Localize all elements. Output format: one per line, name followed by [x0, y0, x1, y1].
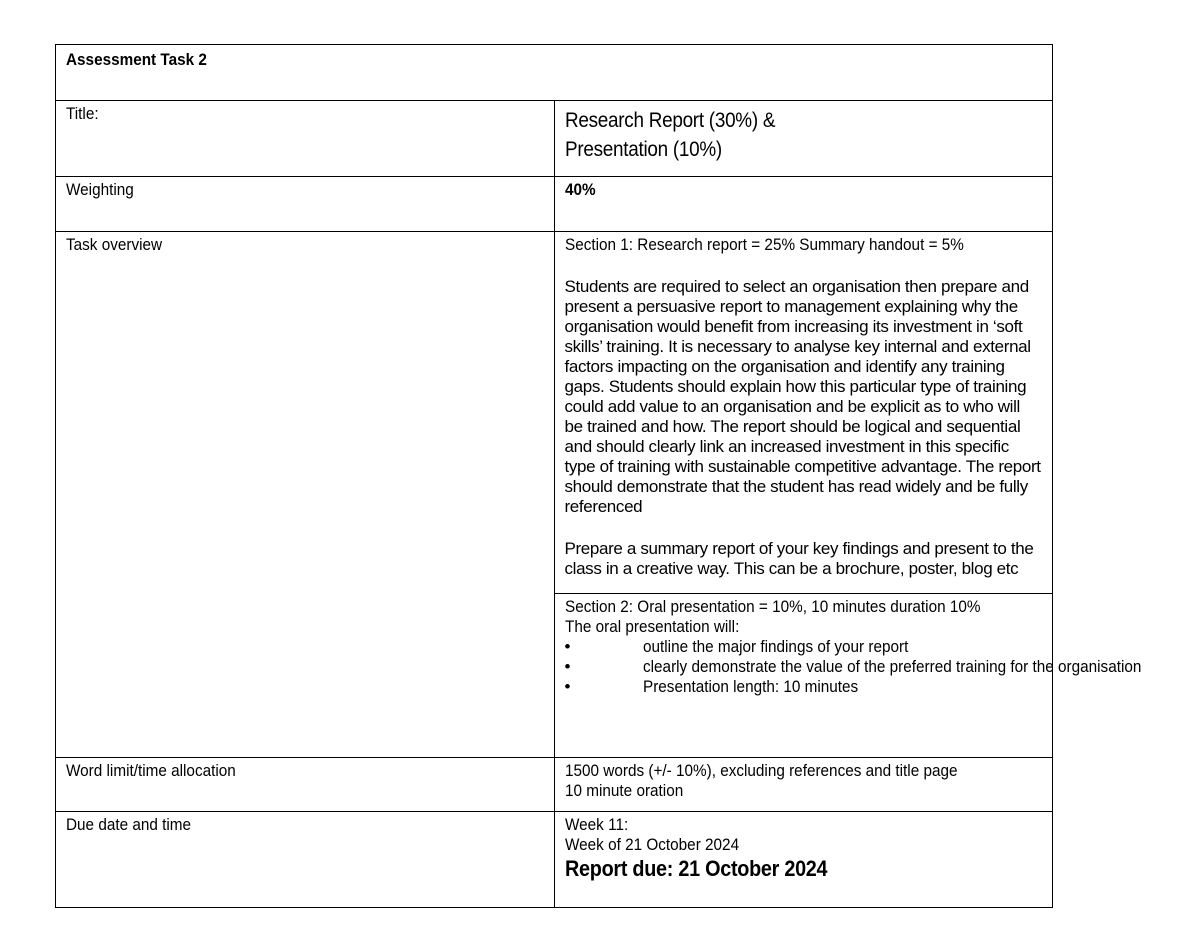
assessment-table [55, 44, 1141, 908]
section-2-heading: Section 2: Oral presentation = 10%, 10 minutes duration 10% [564, 597, 980, 616]
task-overview-row-section-1 [56, 232, 1053, 594]
task-overview-label: Task overview [66, 235, 163, 254]
word-limit-line-1: 1500 words (+/- 10%), excluding references and title page [564, 761, 958, 780]
section-1-heading: Section 1: Research report = 25% Summary handout = 5% [564, 235, 964, 254]
title-line-2: Presentation (10%) [564, 138, 722, 161]
weighting-label: Weighting [66, 180, 134, 199]
weighting-row [56, 177, 1053, 232]
header-row [56, 45, 1053, 101]
title-value-cell [554, 101, 1053, 177]
bullet-item: • Presentation length: 10 minutes [565, 677, 1043, 697]
word-limit-value-cell [554, 758, 1053, 812]
word-limit-label-cell [56, 758, 555, 812]
assessment-task-heading: Assessment Task 2 [66, 50, 207, 69]
section-2-bullet-list [565, 637, 1141, 697]
section-2-cell [554, 594, 1141, 758]
word-limit-line-2: 10 minute oration [564, 781, 683, 800]
word-limit-label: Word limit/time allocation [66, 761, 236, 780]
title-label: Title: [66, 104, 99, 123]
due-date-label-cell [56, 812, 555, 908]
due-date-line-2: Week of 21 October 2024 [564, 835, 739, 854]
report-due-date: Report due: 21 October 2024 [564, 856, 827, 881]
section-2-intro: The oral presentation will: [564, 617, 739, 636]
task-overview-label-cell [56, 232, 555, 758]
due-date-label: Due date and time [66, 815, 192, 834]
title-line-1: Research Report (30%) & [564, 109, 775, 132]
weighting-value-cell [554, 177, 1053, 232]
weighting-label-cell [56, 177, 555, 232]
section-1-paragraph-2: Prepare a summary report of your key findings and present to the class in a creative way. This can be a brochure, poster, blog etc [564, 539, 1034, 578]
title-row [56, 101, 1053, 177]
due-date-line-1: Week 11: [564, 815, 628, 834]
header-cell [56, 45, 1053, 101]
word-limit-row [56, 758, 1053, 812]
section-1-paragraph-1: Students are required to select an organisation then prepare and present a persuasive report to management explaining why the organisation would benefit from increasing its investment in ‘soft skills’ training. It is necessary to analyse key internal and external factors impacting on the organisation and identify any training gaps. Students should explain how this particular type of training could add value to an organisation and be explicit as to who will be trained and how. The report should be logical and sequential and should clearly link an increased investment in this specific type of training with sustainable competitive advantage. The report should demonstrate that the student has read widely and be fully referenced [564, 277, 1041, 516]
due-date-row [56, 812, 1053, 908]
bullet-item: • clearly demonstrate the value of the preferred training for the organisation [565, 657, 1043, 677]
section-1-cell [554, 232, 1053, 594]
due-date-value-cell [554, 812, 1053, 908]
bullet-item: • outline the major findings of your report [565, 637, 1043, 657]
title-label-cell [56, 101, 555, 177]
weighting-value: 40% [564, 180, 596, 199]
